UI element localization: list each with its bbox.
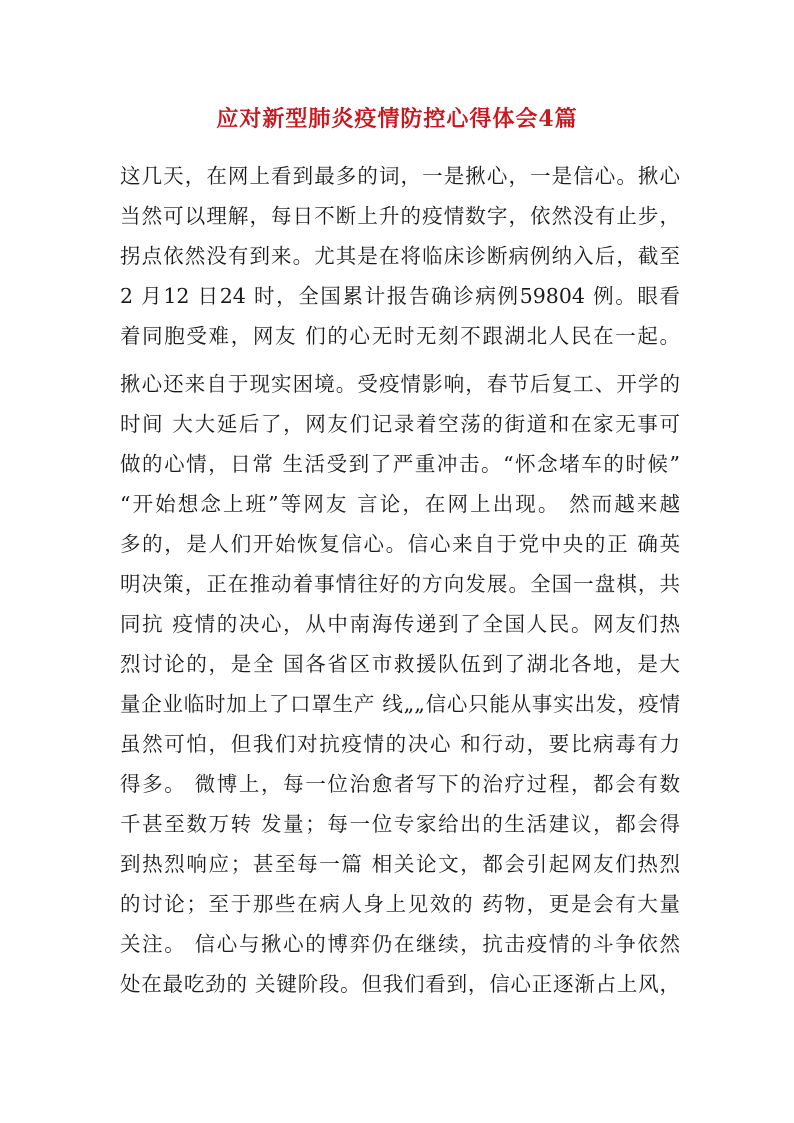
- body-line: “开始想念上班”等网友 言论，在网上出现。 然而越来越: [120, 492, 680, 516]
- body-line: 量企业临时加上了口罩生产 线„„信心只能从事实出发，疫情: [120, 692, 680, 716]
- body-line: 到热烈响应；甚至每一篇 相关论文，都会引起网友们热烈: [120, 852, 680, 876]
- body-line: 同抗 疫情的决心，从中南海传递到了全国人民。网友们热: [120, 612, 680, 636]
- body-line: 得多。 微博上，每一位治愈者写下的治疗过程，都会有数: [120, 772, 680, 796]
- body-line: 这几天，在网上看到最多的词，一是揪心，一是信心。揪心: [120, 164, 680, 188]
- body-line: 烈讨论的，是全 国各省区市救援队伍到了湖北各地，是大: [120, 652, 680, 676]
- body-line: 千甚至数万转 发量；每一位专家给出的生活建议，都会得: [120, 812, 680, 836]
- body-line: 拐点依然没有到来。尤其是在将临床诊断病例纳入后，截至: [120, 244, 680, 268]
- body-line: 多的，是人们开始恢复信心。信心来自于党中央的正 确英: [120, 532, 680, 556]
- body-line: 处在最吃劲的 关键阶段。但我们看到，信心正逐渐占上风，: [120, 972, 680, 996]
- document-title: 应对新型肺炎疫情防控心得体会4篇: [216, 106, 578, 132]
- body-line: 揪心还来自于现实困境。受疫情影响，春节后复工、开学的: [120, 372, 680, 396]
- body-line: 关注。 信心与揪心的博弈仍在继续，抗击疫情的斗争依然: [120, 932, 680, 956]
- body-line: 着同胞受难，网友 们的心无时无刻不跟湖北人民在一起。: [120, 324, 680, 348]
- body-line: 的讨论；至于那些在病人身上见效的 药物，更是会有大量: [120, 892, 680, 916]
- body-line: 明决策，正在推动着事情往好的方向发展。全国一盘棋，共: [120, 572, 680, 596]
- body-line: 虽然可怕，但我们对抗疫情的决心 和行动，要比病毒有力: [120, 732, 680, 756]
- body-line: 时间 大大延后了，网友们记录着空荡的街道和在家无事可: [120, 412, 680, 436]
- body-line: 当然可以理解，每日不断上升的疫情数字，依然没有止步，: [120, 204, 680, 228]
- body-line: 2 月12 日24 时，全国累计报告确诊病例59804 例。眼看: [120, 284, 680, 308]
- body-line: 做的心情，日常 生活受到了严重冲击。“怀念堵车的时候”: [120, 452, 680, 476]
